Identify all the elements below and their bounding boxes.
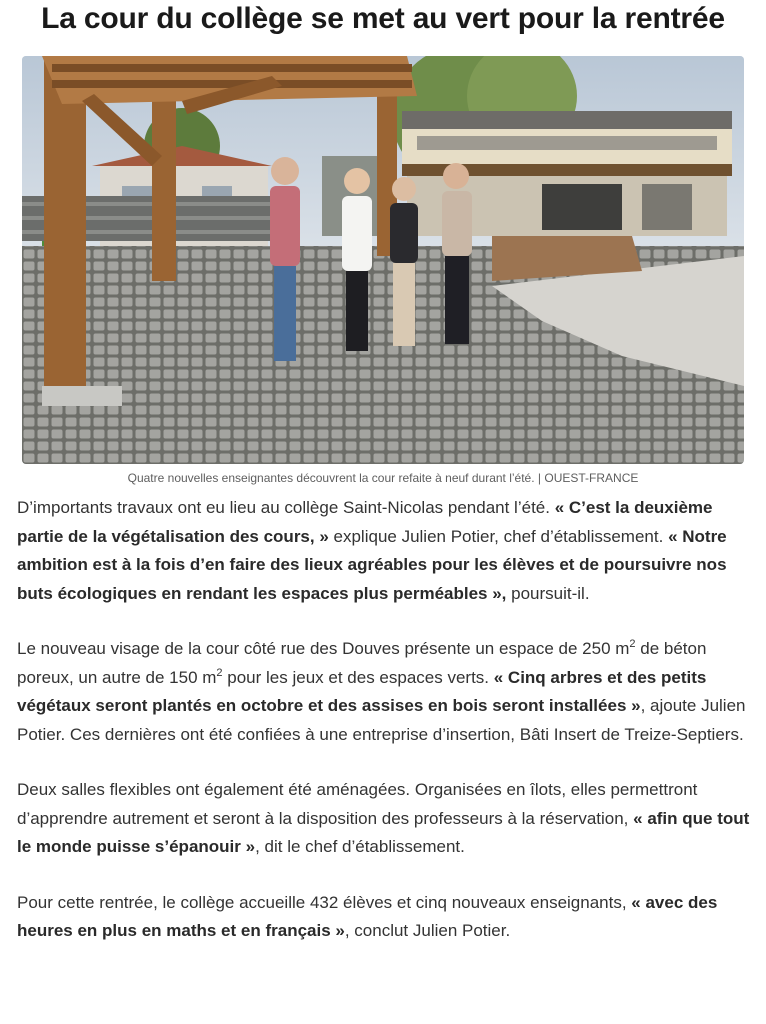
text-run: pour les jeux et des espaces verts. — [222, 667, 494, 687]
paragraph-4 — [17, 889, 752, 946]
text-run: , ajoute Julien Potier. Ces dernières ont été confiées à une entreprise d’insertion, Bâti Insert de Treize-Septiers. — [17, 696, 746, 744]
text-run: de béton poreux, un autre de 150 m — [17, 639, 707, 687]
quote: « avec des heures en plus en maths et en français » — [17, 892, 718, 940]
paragraph-3 — [17, 776, 752, 862]
text-run: explique Julien Potier, chef d’établissement. — [328, 526, 669, 546]
superscript: 2 — [216, 666, 223, 679]
photo-credit: OUEST-FRANCE — [544, 471, 639, 485]
article-title: La cour du collège se met au vert pour la rentrée — [41, 2, 725, 35]
caption-text: Quatre nouvelles enseignantes découvrent la cour refaite à neuf durant l’été. — [127, 471, 535, 485]
text-run: Le nouveau visage de la cour côté rue des Douves présente un espace de 250 m — [17, 639, 630, 658]
quote: « C’est la deuxième partie de la végétalisation des cours, » — [17, 498, 713, 546]
text-run: Pour cette rentrée, le collège accueille 432 élèves et cinq nouveaux enseignants, — [17, 892, 632, 912]
article-body — [17, 494, 752, 973]
text-run: Deux salles flexibles ont également été aménagées. Organisées en îlots, elles permettront d’apprendre autrement et seront à la disposition des professeurs à la réservation, — [17, 780, 698, 828]
paragraph-2 — [17, 635, 752, 749]
paragraph-1 — [17, 494, 752, 608]
article-photo — [22, 56, 744, 464]
quote: « Notre ambition est à la fois d’en faire des lieux agréables pour les élèves et de poursuivre nos buts écologiques en rendant les espaces plus perméables », — [17, 526, 727, 603]
text-run: , conclut Julien Potier. — [344, 921, 511, 940]
text-run: poursuit-il. — [506, 583, 590, 603]
text-run: , dit le chef d’établissement. — [255, 837, 465, 856]
text-run: D’importants travaux ont eu lieu au collège Saint-Nicolas pendant l’été. — [17, 498, 555, 517]
quote: « afin que tout le monde puisse s’épanouir » — [17, 808, 750, 856]
photo-caption — [0, 471, 766, 485]
caption-separator: | — [534, 471, 545, 485]
quote: « Cinq arbres et des petits végétaux seront plantés en octobre et des assises en bois seront installées » — [17, 667, 707, 715]
superscript: 2 — [629, 638, 636, 650]
